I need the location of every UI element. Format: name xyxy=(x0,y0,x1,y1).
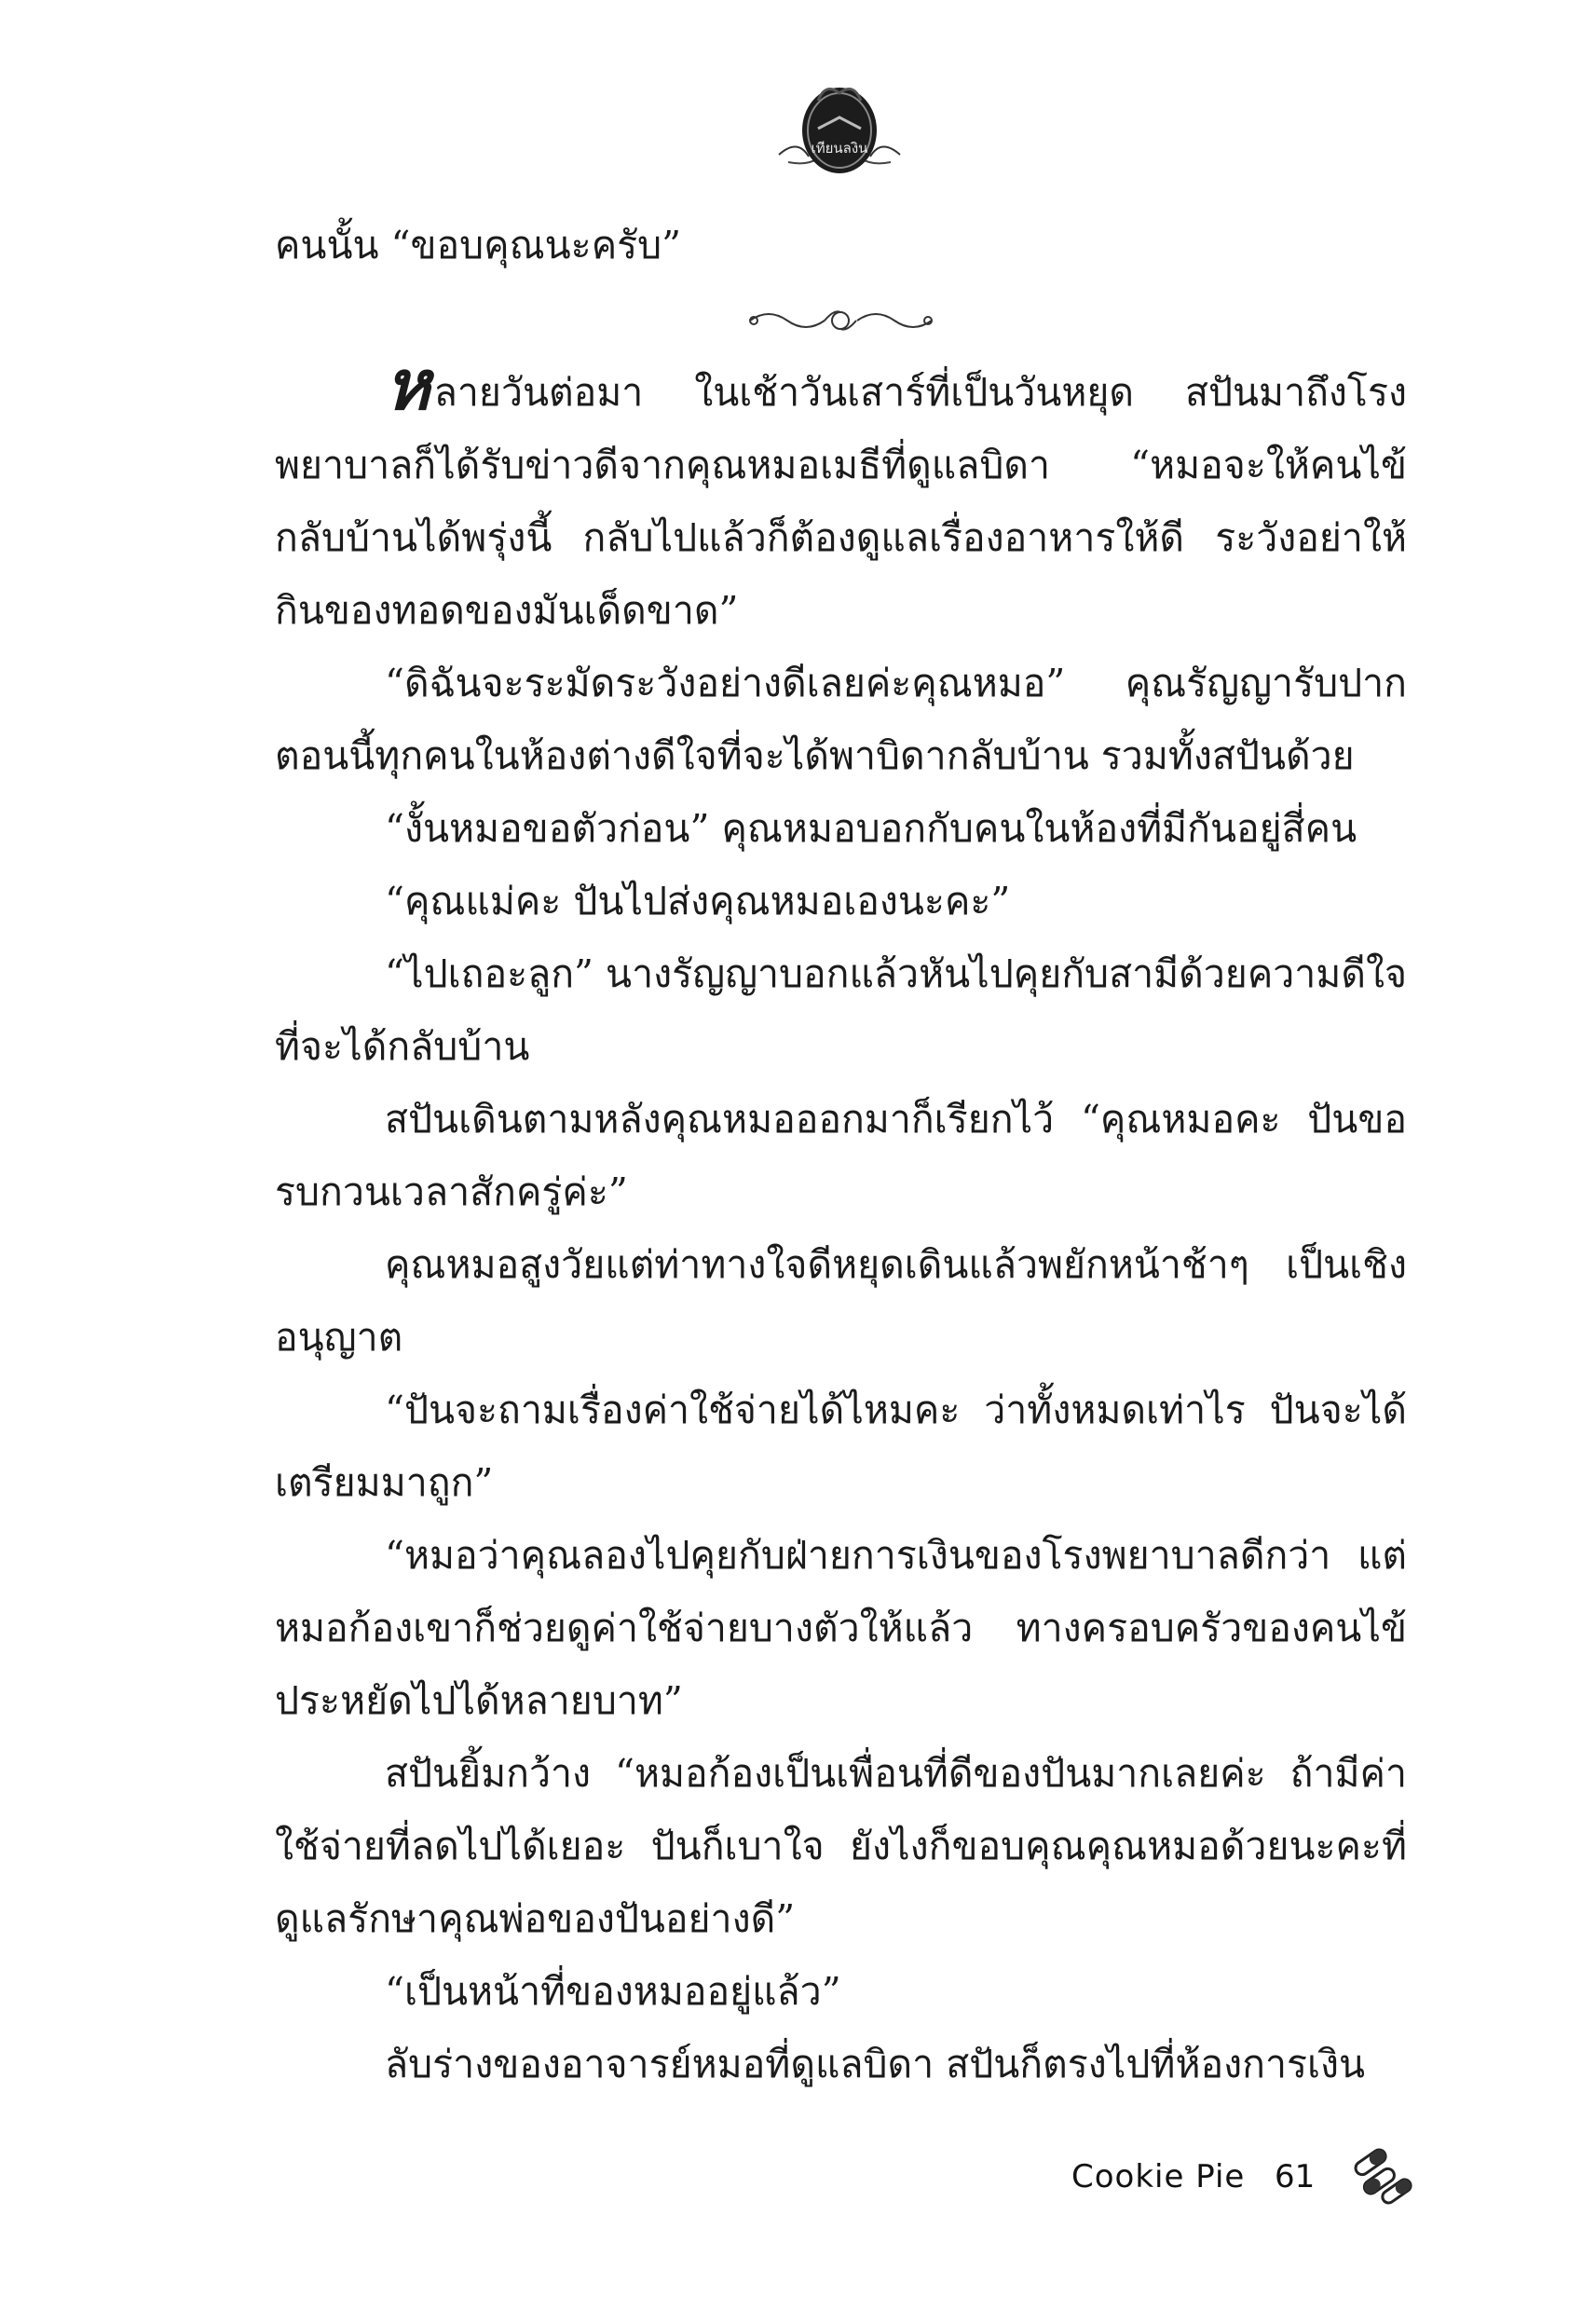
body-text-section xyxy=(275,346,1407,2100)
page-number: 61 xyxy=(1275,2158,1316,2195)
paragraph-8: คุณหมอสูงวัยแต่ท่าทางใจดีหยุดเดินแล้วพยักหน้าช้าๆ เป็นเชิงอนุญาต xyxy=(275,1242,1407,1360)
paragraph-5: “คุณแม่คะ ปันไปส่งคุณหมอเองนะคะ” xyxy=(385,879,1011,923)
paragraph-9: “ปันจะถามเรื่องค่าใช้จ่ายได้ไหมคะ ว่าทั้งหมดเท่าไร ปันจะได้เตรียมมาถูก” xyxy=(275,1388,1407,1505)
paragraph-2: หลายวันต่อมา ในเช้าวันเสาร์ที่เป็นวันหยุด สปันมาถึงโรงพยาบาลก็ได้รับข่าวดีจากคุณหมอเมธีที่ดูแลบิดา “หมอจะให้คนไข้กลับบ้านได้พรุ่งนี้ กลับไปแล้วก็ต้องดูแลเรื่องอาหารให้ดี ระวังอย่าให้กินของทอดของมันเด็ดขาด” xyxy=(275,346,1407,633)
paragraph-7: สปันเดินตามหลังคุณหมอออกมาก็เรียกไว้ “คุณหมอคะ ปันขอรบกวนเวลาสักครู่ค่ะ” xyxy=(275,1097,1407,1214)
footer-book-title: Cookie Pie xyxy=(1071,2158,1246,2195)
paragraph-4: “งั้นหมอขอตัวก่อน” คุณหมอบอกกับคนในห้องที่มีกันอยู่สี่คน xyxy=(385,806,1357,851)
header-emblem xyxy=(770,73,909,185)
paragraph-11: สปันยิ้มกว้าง “หมอก้องเป็นเพื่อนที่ดีของปันมากเลยค่ะ ถ้ามีค่าใช้จ่ายที่ลดไปได้เยอะ ปันก็เบาใจ ยังไงก็ขอบคุณคุณหมอด้วยนะคะที่ดูแลรักษาคุณพ่อของปันอย่างดี” xyxy=(275,1751,1407,1941)
paragraph-13: ลับร่างของอาจารย์หมอที่ดูแลบิดา สปันก็ตรงไปที่ห้องการเงิน xyxy=(385,2042,1366,2086)
drop-cap-letter: ห xyxy=(385,346,430,426)
paragraph-6: “ไปเถอะลูก” นางรัญญาบอกแล้วหันไปคุยกับสามีด้วยความดีใจที่จะได้กลับบ้าน xyxy=(275,951,1407,1069)
paragraph-10: “หมอว่าคุณลองไปคุยกับฝ่ายการเงินของโรงพยาบาลดีกว่า แต่หมอก้องเขาก็ช่วยดูค่าใช้จ่ายบางตัวให้แล้ว ทางครอบครัวของคนไข้ประหยัดไปได้หลายบาท” xyxy=(275,1533,1407,1723)
pills-icon xyxy=(1351,2143,1416,2208)
section-divider-ornament xyxy=(741,300,941,341)
paragraph-1: คนนั้น “ขอบคุณนะครับ” xyxy=(275,223,682,267)
body-text xyxy=(275,209,1407,281)
paragraph-3: “ดิฉันจะระมัดระวังอย่างดีเลยค่ะคุณหมอ” คุณรัญญารับปาก ตอนนี้ทุกคนในห้องต่างดีใจที่จะได้พาบิดากลับบ้าน รวมทั้งสปันด้วย xyxy=(275,661,1407,778)
paragraph-12: “เป็นหน้าที่ของหมออยู่แล้ว” xyxy=(385,1969,841,2014)
svg-text:เทียนลงิน: เทียนลงิน xyxy=(811,140,868,157)
